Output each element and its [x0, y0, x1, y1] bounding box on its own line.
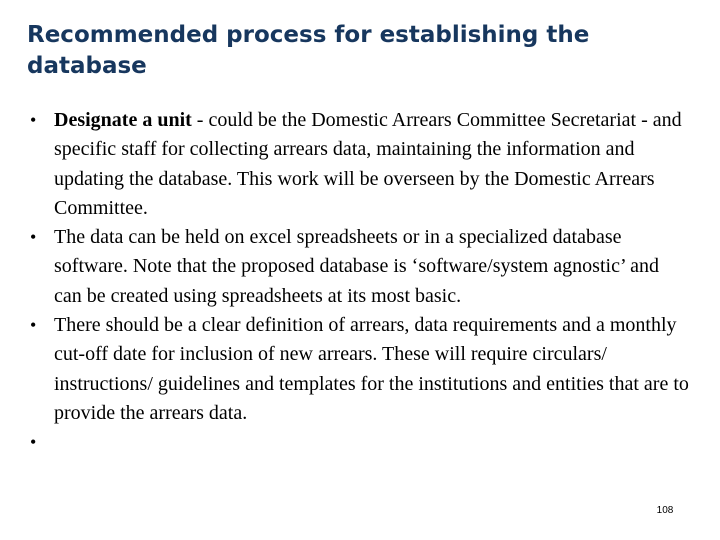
bullet-icon: • — [30, 110, 37, 130]
bullet-icon: • — [30, 432, 37, 453]
bullet-item — [30, 311, 690, 428]
slide-title: Recommended process for establishing the database — [27, 22, 590, 79]
bullet-text: There should be a clear definition of arrears, data requirements and a monthly cut-off date for inclusion of new arrears. These will require circulars/ instructions/ guidelines and templates for the institutions and entities that are to provide the arrears data. — [54, 314, 689, 424]
bullet-item — [30, 106, 690, 223]
bullet-icon: • — [30, 315, 37, 336]
bullet-icon: • — [30, 227, 37, 248]
bullet-text: The data can be held on excel spreadsheets or in a specialized database software. Note that the proposed database is ‘software/system agnostic’ and can be created using spreadsheets at its most basic. — [54, 226, 659, 307]
bullet-text: - could be the Domestic Arrears Committee Secretariat - and specific staff for collecting arrears data, maintaining the information and updating the database. This work will be overseen by the Domestic Arrears Committee. — [54, 109, 682, 219]
bullet-lead: Designate a unit — [54, 109, 192, 131]
bullet-list — [30, 106, 690, 457]
page-number: 108 — [656, 505, 674, 516]
bullet-item — [30, 223, 690, 311]
bullet-item-empty — [30, 428, 690, 457]
